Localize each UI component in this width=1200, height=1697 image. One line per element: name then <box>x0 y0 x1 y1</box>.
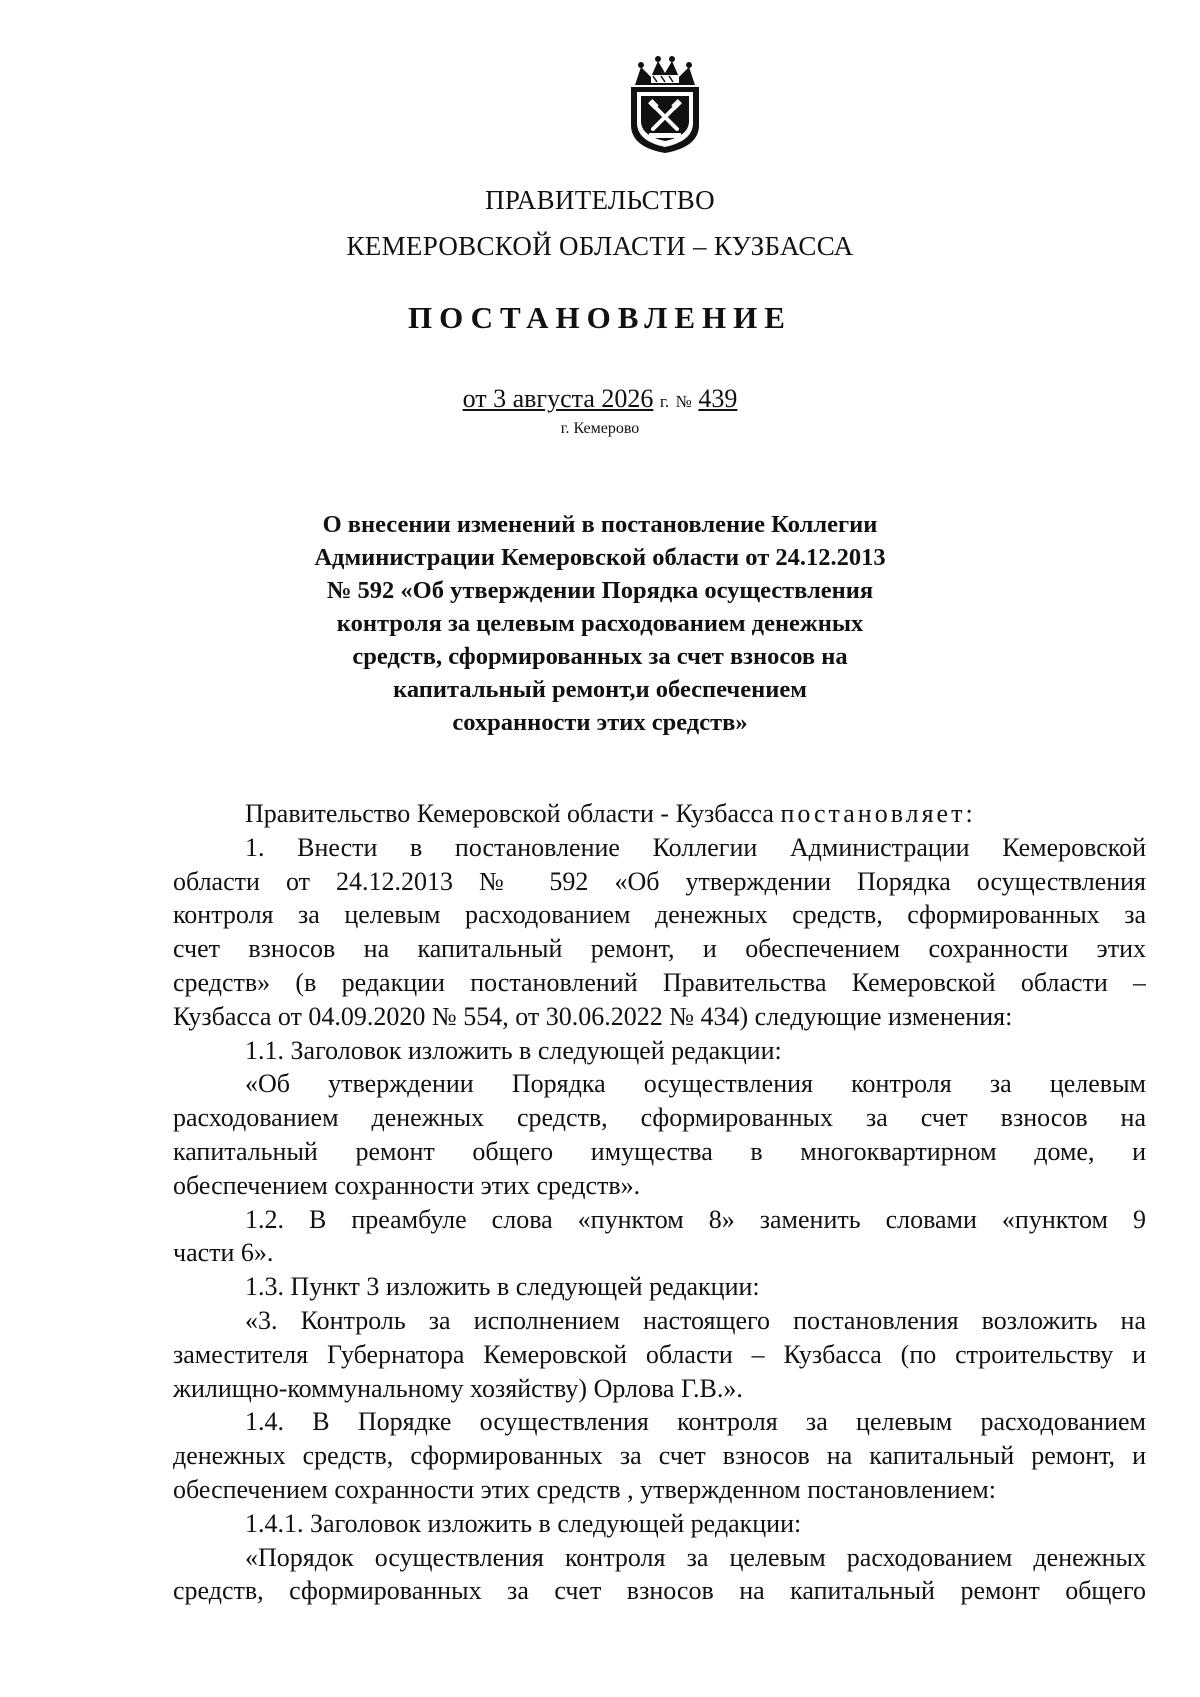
government-name-line-1: ПРАВИТЕЛЬСТВО <box>485 185 715 215</box>
body-line: области от 24.12.2013 № 592 «Об утверждении Порядка осуществления <box>173 866 1146 896</box>
body-line: части 6». <box>173 1238 274 1268</box>
body-line: «Об утверждении Порядка осуществления контроля за целевым <box>245 1069 1146 1099</box>
title-line: сохранности этих средств» <box>452 709 748 736</box>
document-title <box>300 508 900 739</box>
document-date: от 3 августа 2026 <box>462 384 654 413</box>
coat-of-arms-emblem <box>621 55 709 155</box>
body-line: обеспечением сохранности этих средств , утвержденном постановлением: <box>173 1474 996 1504</box>
document-number: 439 <box>698 384 738 413</box>
body-line: 1.3. Пункт 3 изложить в следующей редакции: <box>245 1272 760 1302</box>
preamble-text: Правительство Кемеровской области - Кузбасса <box>245 799 774 828</box>
body-line: 1.4. В Порядке осуществления контроля за целевым расходованием <box>245 1407 1146 1437</box>
body-line: счет взносов на капитальный ремонт, и обеспечением сохранности этих <box>173 934 1146 964</box>
year-suffix: г. <box>659 392 670 411</box>
date-number-line <box>0 383 1200 418</box>
body-line: капитальный ремонт общего имущества в многоквартирном доме, и <box>173 1136 1146 1166</box>
document-body <box>173 797 1146 1608</box>
body-line: «3. Контроль за исполнением настоящего постановления возложить на <box>245 1305 1146 1335</box>
body-line: «Порядок осуществления контроля за целевым расходованием денежных <box>245 1542 1146 1572</box>
body-line: денежных средств, сформированных за счет взносов на капитальный ремонт, и <box>173 1441 1146 1471</box>
body-line: 1.2. В преамбуле слова «пунктом 8» заменить словами «пунктом 9 <box>245 1204 1146 1234</box>
title-line: средств, сформированных за счет взносов на <box>352 643 848 670</box>
preamble-verb: постановляет: <box>780 799 976 828</box>
body-line: 1.4.1. Заголовок изложить в следующей редакции: <box>245 1508 802 1538</box>
body-line: средств» (в редакции постановлений Правительства Кемеровской области – <box>173 967 1146 997</box>
body-line: обеспечением сохранности этих средств». <box>173 1170 641 1200</box>
body-line: 1.1. Заголовок изложить в следующей редакции: <box>245 1035 782 1065</box>
body-line: расходованием денежных средств, сформированных за счет взносов на <box>173 1103 1146 1133</box>
government-name-line-2: КЕМЕРОВСКОЙ ОБЛАСТИ – КУЗБАССА <box>346 231 854 261</box>
body-line: заместителя Губернатора Кемеровской области – Кузбасса (по строительству и <box>173 1339 1146 1369</box>
title-line: О внесении изменений в постановление Коллегии <box>322 511 878 538</box>
title-line: контроля за целевым расходованием денежных <box>336 610 864 637</box>
preamble-line <box>173 797 1146 831</box>
number-sign: № <box>675 392 692 411</box>
body-line: Кузбасса от 04.09.2020 № 554, от 30.06.2022 № 434) следующие изменения: <box>173 1001 1013 1031</box>
body-line: 1. Внести в постановление Коллегии Администрации Кемеровской <box>245 832 1146 862</box>
body-line: средств, сформированных за счет взносов на капитальный ремонт общего <box>173 1576 1146 1606</box>
title-line: Администрации Кемеровской области от 24.12.2013 <box>314 544 886 571</box>
title-line: № 592 «Об утверждении Порядка осуществления <box>326 577 874 604</box>
title-line: капитальный ремонт,и обеспечением <box>393 676 807 703</box>
document-type-heading: ПОСТАНОВЛЕНИЕ <box>408 300 792 335</box>
document-city: г. Кемерово <box>560 420 640 437</box>
body-line: жилищно-коммунальному хозяйству) Орлова Г.В.». <box>173 1373 743 1403</box>
body-line: контроля за целевым расходованием денежных средств, сформированных за <box>173 900 1146 930</box>
